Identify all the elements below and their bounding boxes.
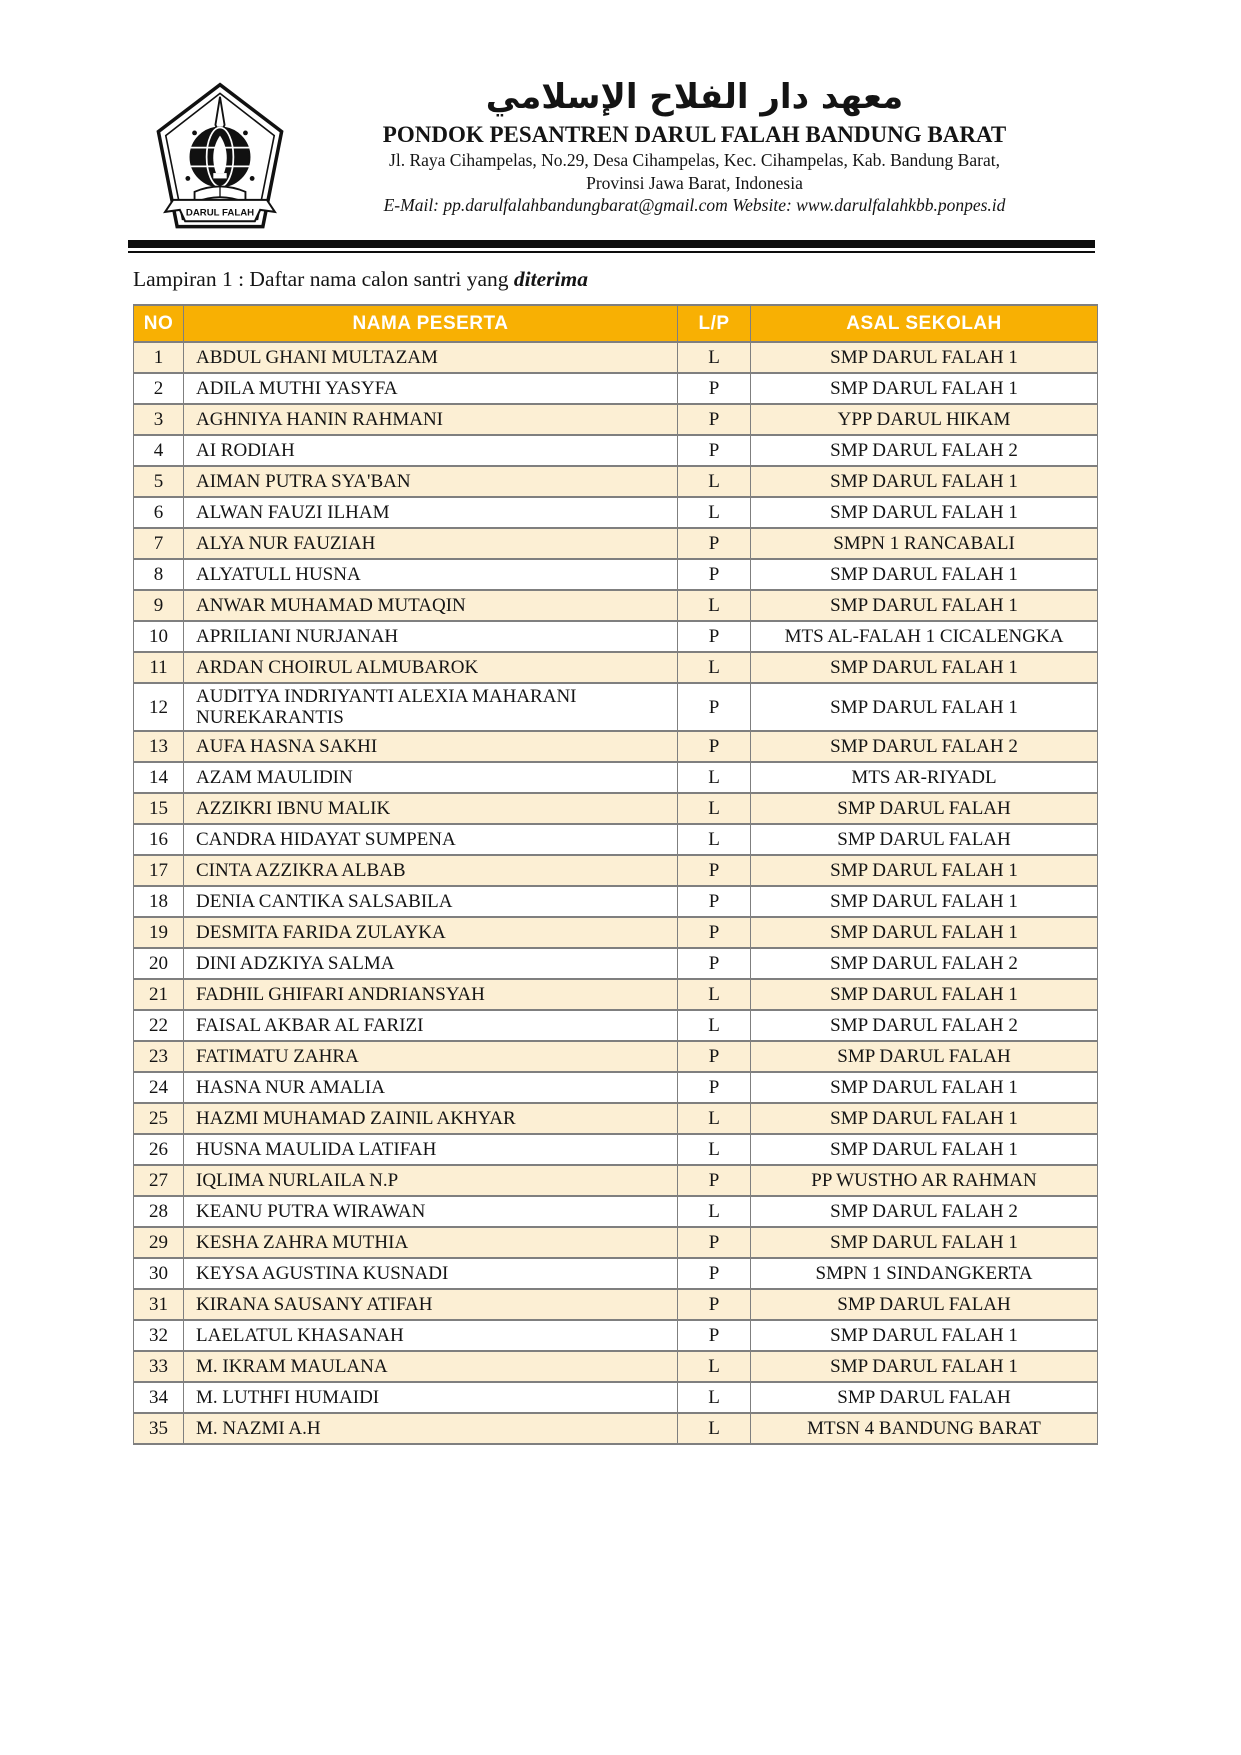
row-number: 24 bbox=[134, 1072, 184, 1103]
table-row bbox=[134, 886, 1098, 917]
row-number: 6 bbox=[134, 497, 184, 528]
origin-school: SMP DARUL FALAH 1 bbox=[751, 466, 1098, 497]
participant-name: ALWAN FAUZI ILHAM bbox=[184, 497, 678, 528]
table-row bbox=[134, 559, 1098, 590]
row-number: 18 bbox=[134, 886, 184, 917]
accepted-students-table bbox=[133, 304, 1098, 1445]
origin-school: SMP DARUL FALAH bbox=[751, 1041, 1098, 1072]
letterhead-rule bbox=[128, 240, 1095, 253]
letterhead-text bbox=[290, 76, 1093, 217]
participant-name: KESHA ZAHRA MUTHIA bbox=[184, 1227, 678, 1258]
origin-school: MTS AR-RIYADL bbox=[751, 762, 1098, 793]
origin-school: SMP DARUL FALAH bbox=[751, 824, 1098, 855]
table-row bbox=[134, 1351, 1098, 1382]
participant-name: FATIMATU ZAHRA bbox=[184, 1041, 678, 1072]
origin-school: SMP DARUL FALAH 1 bbox=[751, 590, 1098, 621]
table-row bbox=[134, 1382, 1098, 1413]
participant-name: APRILIANI NURJANAH bbox=[184, 621, 678, 652]
participant-name: DENIA CANTIKA SALSABILA bbox=[184, 886, 678, 917]
participant-name: AUDITYA INDRIYANTI ALEXIA MAHARANI NUREKARANTIS bbox=[184, 683, 678, 731]
table-row bbox=[134, 1072, 1098, 1103]
origin-school: SMP DARUL FALAH 1 bbox=[751, 559, 1098, 590]
table-row bbox=[134, 497, 1098, 528]
table-row bbox=[134, 917, 1098, 948]
table-row bbox=[134, 1010, 1098, 1041]
gender-value: L bbox=[678, 1413, 751, 1444]
row-number: 8 bbox=[134, 559, 184, 590]
participant-name: M. LUTHFI HUMAIDI bbox=[184, 1382, 678, 1413]
table-row bbox=[134, 621, 1098, 652]
table-row bbox=[134, 762, 1098, 793]
page-title bbox=[133, 267, 588, 292]
origin-school: SMPN 1 RANCABALI bbox=[751, 528, 1098, 559]
row-number: 28 bbox=[134, 1196, 184, 1227]
gender-value: P bbox=[678, 917, 751, 948]
row-number: 10 bbox=[134, 621, 184, 652]
participant-name: IQLIMA NURLAILA N.P bbox=[184, 1165, 678, 1196]
participant-name: AZZIKRI IBNU MALIK bbox=[184, 793, 678, 824]
contact-line: E-Mail: pp.darulfalahbandungbarat@gmail.com Website: www.darulfalahkbb.ponpes.id bbox=[383, 195, 1006, 216]
origin-school: SMP DARUL FALAH bbox=[751, 793, 1098, 824]
table-row bbox=[134, 373, 1098, 404]
row-number: 26 bbox=[134, 1134, 184, 1165]
pesantren-logo bbox=[150, 82, 290, 232]
row-number: 20 bbox=[134, 948, 184, 979]
gender-value: P bbox=[678, 1227, 751, 1258]
gender-value: P bbox=[678, 1258, 751, 1289]
row-number: 13 bbox=[134, 731, 184, 762]
participant-name: LAELATUL KHASANAH bbox=[184, 1320, 678, 1351]
logo-banner-label: DARUL FALAH bbox=[185, 207, 255, 219]
row-number: 2 bbox=[134, 373, 184, 404]
origin-school: YPP DARUL HIKAM bbox=[751, 404, 1098, 435]
row-number: 9 bbox=[134, 590, 184, 621]
participant-name: KEANU PUTRA WIRAWAN bbox=[184, 1196, 678, 1227]
row-number: 31 bbox=[134, 1289, 184, 1320]
participant-name: AI RODIAH bbox=[184, 435, 678, 466]
table-row bbox=[134, 683, 1098, 731]
origin-school: SMP DARUL FALAH bbox=[751, 1289, 1098, 1320]
origin-school: MTS AL-FALAH 1 CICALENGKA bbox=[751, 621, 1098, 652]
row-number: 30 bbox=[134, 1258, 184, 1289]
table-row bbox=[134, 1289, 1098, 1320]
origin-school: SMP DARUL FALAH 2 bbox=[751, 1010, 1098, 1041]
gender-value: L bbox=[678, 793, 751, 824]
gender-value: P bbox=[678, 528, 751, 559]
participant-name: KIRANA SAUSANY ATIFAH bbox=[184, 1289, 678, 1320]
row-number: 23 bbox=[134, 1041, 184, 1072]
header-name: NAMA PESERTA bbox=[184, 305, 678, 342]
participant-name: ALYA NUR FAUZIAH bbox=[184, 528, 678, 559]
gender-value: P bbox=[678, 621, 751, 652]
origin-school: SMP DARUL FALAH 1 bbox=[751, 1351, 1098, 1382]
origin-school: SMP DARUL FALAH 1 bbox=[751, 652, 1098, 683]
gender-value: P bbox=[678, 435, 751, 466]
origin-school: PP WUSTHO AR RAHMAN bbox=[751, 1165, 1098, 1196]
row-number: 29 bbox=[134, 1227, 184, 1258]
origin-school: SMP DARUL FALAH 1 bbox=[751, 342, 1098, 373]
header-school: ASAL SEKOLAH bbox=[751, 305, 1098, 342]
gender-value: L bbox=[678, 466, 751, 497]
participant-name: FADHIL GHIFARI ANDRIANSYAH bbox=[184, 979, 678, 1010]
gender-value: P bbox=[678, 404, 751, 435]
table-row bbox=[134, 466, 1098, 497]
row-number: 27 bbox=[134, 1165, 184, 1196]
table-row bbox=[134, 793, 1098, 824]
gender-value: L bbox=[678, 652, 751, 683]
gender-value: L bbox=[678, 824, 751, 855]
letterhead bbox=[150, 76, 1093, 232]
participant-name: HASNA NUR AMALIA bbox=[184, 1072, 678, 1103]
participant-name: AZAM MAULIDIN bbox=[184, 762, 678, 793]
row-number: 22 bbox=[134, 1010, 184, 1041]
participant-name: ABDUL GHANI MULTAZAM bbox=[184, 342, 678, 373]
origin-school: SMP DARUL FALAH 1 bbox=[751, 886, 1098, 917]
participant-name: M. IKRAM MAULANA bbox=[184, 1351, 678, 1382]
origin-school: SMP DARUL FALAH 1 bbox=[751, 979, 1098, 1010]
address-line-1: Jl. Raya Cihampelas, No.29, Desa Cihampelas, Kec. Cihampelas, Kab. Bandung Barat, bbox=[389, 149, 1000, 170]
gender-value: L bbox=[678, 762, 751, 793]
origin-school: SMP DARUL FALAH 1 bbox=[751, 683, 1098, 731]
participant-name: M. NAZMI A.H bbox=[184, 1413, 678, 1444]
origin-school: SMP DARUL FALAH 1 bbox=[751, 497, 1098, 528]
row-number: 21 bbox=[134, 979, 184, 1010]
row-number: 1 bbox=[134, 342, 184, 373]
participant-name: ANWAR MUHAMAD MUTAQIN bbox=[184, 590, 678, 621]
origin-school: SMP DARUL FALAH 1 bbox=[751, 1072, 1098, 1103]
origin-school: SMP DARUL FALAH 2 bbox=[751, 1196, 1098, 1227]
origin-school: SMP DARUL FALAH 1 bbox=[751, 1227, 1098, 1258]
table-row bbox=[134, 979, 1098, 1010]
gender-value: L bbox=[678, 497, 751, 528]
logo-emblem-icon bbox=[150, 82, 290, 232]
table-row bbox=[134, 1134, 1098, 1165]
gender-value: P bbox=[678, 1072, 751, 1103]
table-row bbox=[134, 1258, 1098, 1289]
table-row bbox=[134, 528, 1098, 559]
row-number: 5 bbox=[134, 466, 184, 497]
participant-name: FAISAL AKBAR AL FARIZI bbox=[184, 1010, 678, 1041]
row-number: 15 bbox=[134, 793, 184, 824]
page-title-emphasis: diterima bbox=[513, 267, 588, 291]
table-row bbox=[134, 1165, 1098, 1196]
gender-value: P bbox=[678, 1289, 751, 1320]
origin-school: SMP DARUL FALAH 2 bbox=[751, 731, 1098, 762]
gender-value: L bbox=[678, 1010, 751, 1041]
row-number: 34 bbox=[134, 1382, 184, 1413]
row-number: 14 bbox=[134, 762, 184, 793]
table-row bbox=[134, 404, 1098, 435]
gender-value: L bbox=[678, 342, 751, 373]
gender-value: L bbox=[678, 1134, 751, 1165]
table-row bbox=[134, 342, 1098, 373]
arabic-title: معهد دار الفلاح الإسلامي bbox=[485, 77, 904, 117]
row-number: 7 bbox=[134, 528, 184, 559]
participant-name: DINI ADZKIYA SALMA bbox=[184, 948, 678, 979]
participant-name: HAZMI MUHAMAD ZAINIL AKHYAR bbox=[184, 1103, 678, 1134]
participant-name: ARDAN CHOIRUL ALMUBAROK bbox=[184, 652, 678, 683]
row-number: 3 bbox=[134, 404, 184, 435]
origin-school: SMP DARUL FALAH 1 bbox=[751, 373, 1098, 404]
row-number: 35 bbox=[134, 1413, 184, 1444]
origin-school: SMP DARUL FALAH 1 bbox=[751, 1134, 1098, 1165]
gender-value: L bbox=[678, 1382, 751, 1413]
table-header-row bbox=[134, 305, 1098, 342]
table-row bbox=[134, 855, 1098, 886]
participant-name: DESMITA FARIDA ZULAYKA bbox=[184, 917, 678, 948]
participant-name: HUSNA MAULIDA LATIFAH bbox=[184, 1134, 678, 1165]
origin-school: SMP DARUL FALAH 1 bbox=[751, 1103, 1098, 1134]
gender-value: L bbox=[678, 1351, 751, 1382]
gender-value: L bbox=[678, 590, 751, 621]
table-row bbox=[134, 1196, 1098, 1227]
gender-value: P bbox=[678, 373, 751, 404]
row-number: 16 bbox=[134, 824, 184, 855]
row-number: 4 bbox=[134, 435, 184, 466]
gender-value: P bbox=[678, 1041, 751, 1072]
participant-name: KEYSA AGUSTINA KUSNADI bbox=[184, 1258, 678, 1289]
origin-school: SMP DARUL FALAH 1 bbox=[751, 1320, 1098, 1351]
org-name: PONDOK PESANTREN DARUL FALAH BANDUNG BARAT bbox=[382, 121, 1007, 147]
origin-school: SMP DARUL FALAH 1 bbox=[751, 855, 1098, 886]
table-row bbox=[134, 652, 1098, 683]
table-row bbox=[134, 1413, 1098, 1444]
table-row bbox=[134, 948, 1098, 979]
gender-value: L bbox=[678, 979, 751, 1010]
gender-value: P bbox=[678, 559, 751, 590]
table-row bbox=[134, 1041, 1098, 1072]
participant-name: AGHNIYA HANIN RAHMANI bbox=[184, 404, 678, 435]
participant-name: ADILA MUTHI YASYFA bbox=[184, 373, 678, 404]
page-title-text: Lampiran 1 : Daftar nama calon santri yang bbox=[133, 267, 514, 291]
table-row bbox=[134, 590, 1098, 621]
gender-value: P bbox=[678, 948, 751, 979]
table-row bbox=[134, 731, 1098, 762]
gender-value: L bbox=[678, 1196, 751, 1227]
address-line-2: Provinsi Jawa Barat, Indonesia bbox=[586, 172, 803, 193]
table-row bbox=[134, 1227, 1098, 1258]
header-lp: L/P bbox=[678, 305, 751, 342]
origin-school: SMP DARUL FALAH 2 bbox=[751, 948, 1098, 979]
gender-value: P bbox=[678, 1165, 751, 1196]
participant-name: AIMAN PUTRA SYA'BAN bbox=[184, 466, 678, 497]
gender-value: P bbox=[678, 1320, 751, 1351]
table-row bbox=[134, 435, 1098, 466]
gender-value: P bbox=[678, 855, 751, 886]
gender-value: P bbox=[678, 683, 751, 731]
row-number: 12 bbox=[134, 683, 184, 731]
row-number: 25 bbox=[134, 1103, 184, 1134]
row-number: 19 bbox=[134, 917, 184, 948]
participant-name: CANDRA HIDAYAT SUMPENA bbox=[184, 824, 678, 855]
participant-name: AUFA HASNA SAKHI bbox=[184, 731, 678, 762]
table-row bbox=[134, 1103, 1098, 1134]
origin-school: SMP DARUL FALAH 1 bbox=[751, 917, 1098, 948]
gender-value: L bbox=[678, 1103, 751, 1134]
row-number: 11 bbox=[134, 652, 184, 683]
participant-name: ALYATULL HUSNA bbox=[184, 559, 678, 590]
gender-value: P bbox=[678, 886, 751, 917]
table-row bbox=[134, 824, 1098, 855]
row-number: 17 bbox=[134, 855, 184, 886]
gender-value: P bbox=[678, 731, 751, 762]
row-number: 32 bbox=[134, 1320, 184, 1351]
origin-school: SMPN 1 SINDANGKERTA bbox=[751, 1258, 1098, 1289]
origin-school: SMP DARUL FALAH bbox=[751, 1382, 1098, 1413]
origin-school: SMP DARUL FALAH 2 bbox=[751, 435, 1098, 466]
origin-school: MTSN 4 BANDUNG BARAT bbox=[751, 1413, 1098, 1444]
row-number: 33 bbox=[134, 1351, 184, 1382]
header-no: NO bbox=[134, 305, 184, 342]
participant-name: CINTA AZZIKRA ALBAB bbox=[184, 855, 678, 886]
table-row bbox=[134, 1320, 1098, 1351]
